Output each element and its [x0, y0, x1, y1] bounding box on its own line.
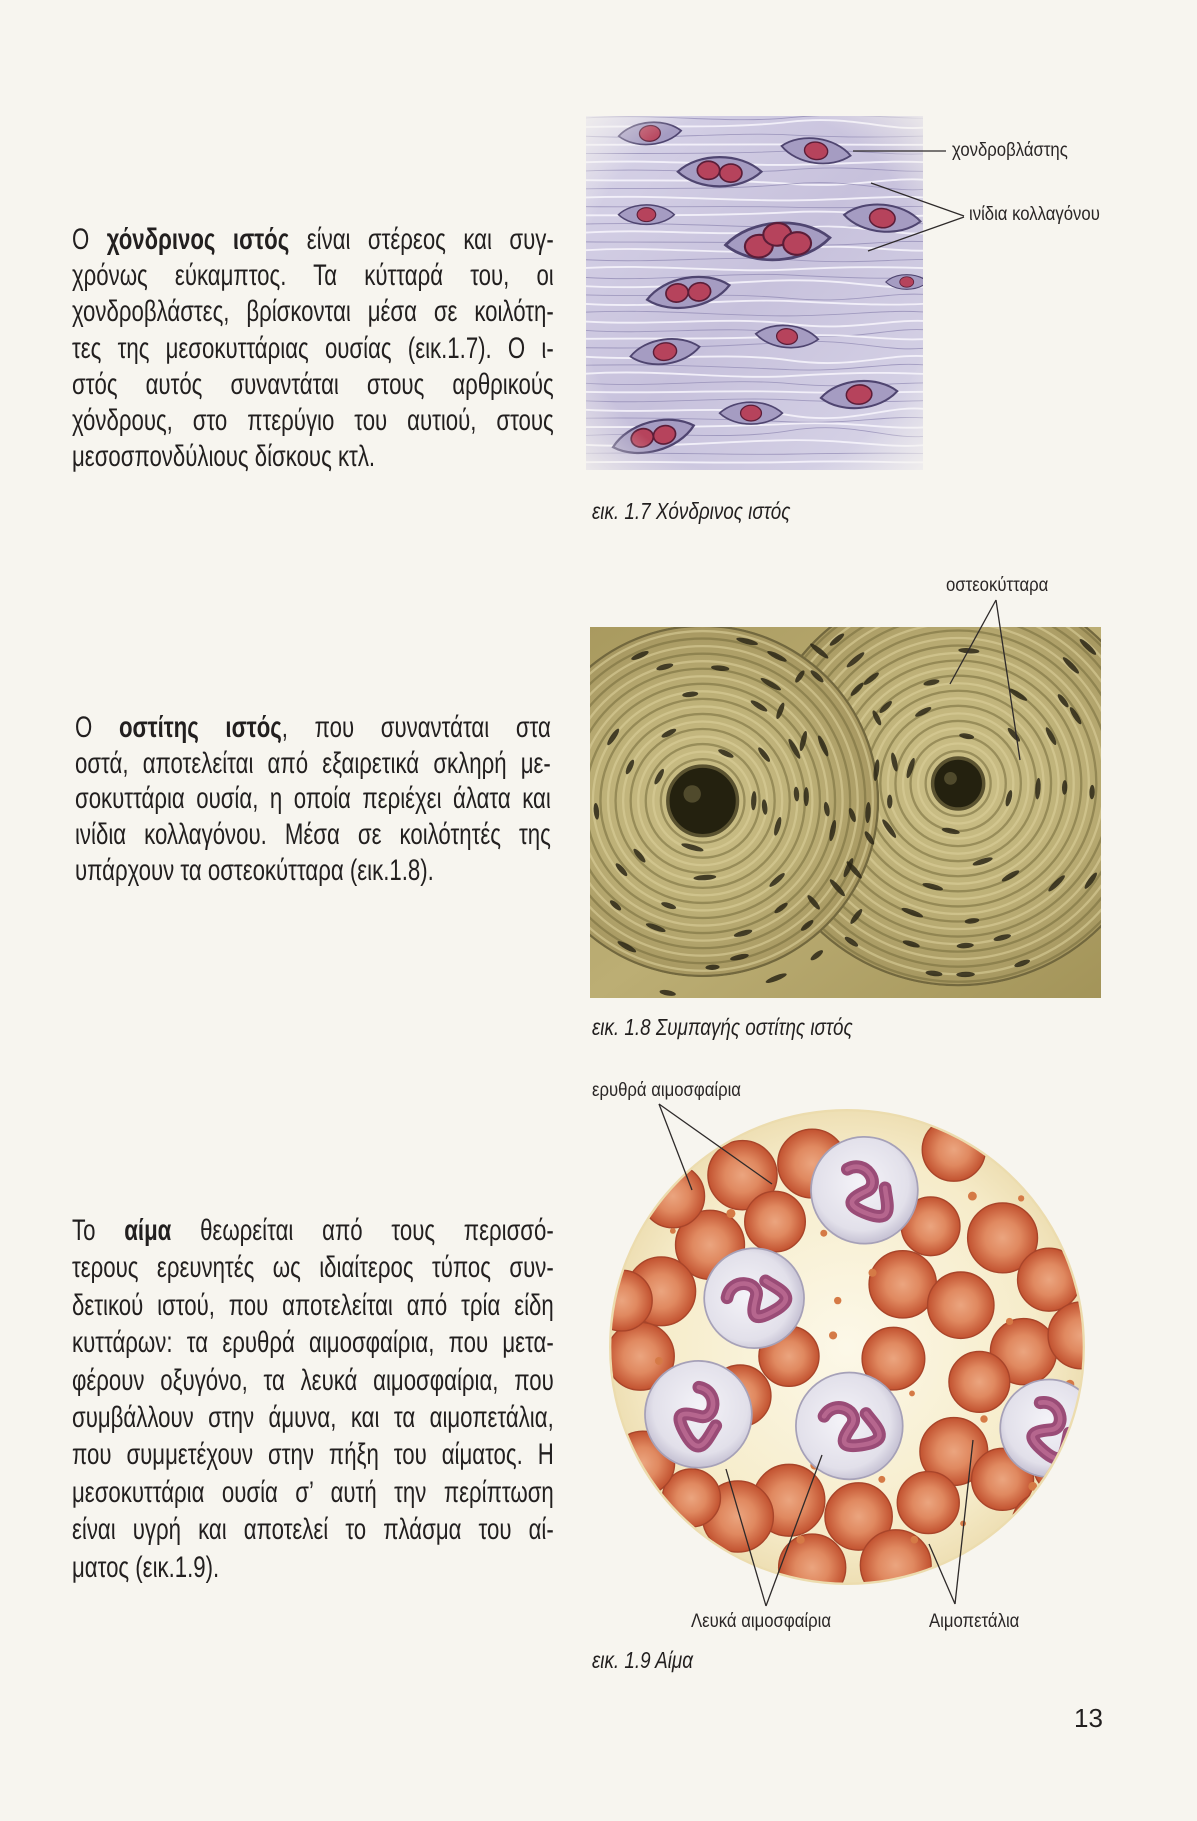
text-rest: είναι στέρεος και συγ- [289, 223, 554, 256]
platelet [980, 1415, 987, 1422]
text-line: οστά, αποτελείται από εξαιρετικά σκληρή με- [75, 746, 551, 780]
osteons [590, 627, 1101, 986]
platelet [670, 1228, 676, 1234]
cartilage-illustration [586, 116, 923, 470]
red-blood-cell [928, 1272, 994, 1338]
canal-highlight [944, 772, 957, 785]
label-red-blood-cells: ερυθρά αιμοσφαίρια [592, 1080, 741, 1101]
text-line: είναι υγρή και αποτελεί το πλάσμα του αί- [72, 1513, 554, 1547]
text-line: χρόνως εύκαμπτος. Τα κύτταρά του, οι [72, 259, 554, 293]
text-line: τες της μεσοκυττάριας ουσίας (εικ.1.7). Ο ι- [72, 331, 554, 365]
platelet [829, 1331, 837, 1339]
compact-bone-micrograph [590, 627, 1101, 998]
platelet [820, 1230, 827, 1237]
text-rest: , που συναντάται στα [281, 711, 551, 744]
platelet [1018, 1195, 1024, 1201]
figure-caption: εικ. 1.7 Χόνδρινος ιστός [592, 498, 791, 524]
blood-smear-illustration [609, 1109, 1085, 1585]
red-blood-cell [1012, 1493, 1072, 1553]
red-blood-cell [745, 1191, 806, 1252]
haversian-canal [668, 766, 738, 836]
red-blood-cell [897, 1472, 959, 1534]
text-line: δετικού ιστού, που αποτελείται από τρία είδη [72, 1288, 554, 1322]
platelet [868, 1269, 876, 1277]
label-osteocytes: οστεοκύτταρα [946, 575, 1049, 596]
text-line: κυττάρων: τα ερυθρά αιμοσφαίρια, που μετα- [72, 1326, 554, 1360]
text-line: μεσοσπονδύλιους δίσκους κτλ. [72, 440, 376, 474]
osteocyte [804, 787, 809, 806]
text-lead: Ο [72, 223, 107, 256]
red-blood-cell [1018, 1248, 1081, 1311]
red-blood-cell [641, 1164, 704, 1227]
text-line: φέρουν οξυγόνο, τα λευκά αιμοσφαίρια, που [72, 1363, 554, 1397]
text-line: χόνδρους, στο πτερύγιο του αυτιού, στους [72, 403, 554, 437]
canal-highlight [683, 785, 700, 802]
figure-caption: εικ. 1.9 Αίμα [592, 1647, 694, 1673]
text-line: τερους ερευνητές ως ιδιαίτερος τύπος συν- [72, 1251, 554, 1285]
platelet [1057, 1221, 1064, 1228]
platelet [878, 1476, 885, 1483]
cartilage-paragraph [72, 222, 554, 475]
red-blood-cell [869, 1251, 936, 1318]
osteocyte [887, 795, 892, 809]
platelet [796, 1536, 804, 1544]
bold-term: χόνδρινος ιστός [106, 223, 290, 256]
text-line: μεσοκυττάρια ουσία σ’ αυτή την περίπτωση [72, 1475, 554, 1509]
text-line: χονδροβλάστες, βρίσκονται μέσα σε κοιλότη- [72, 295, 554, 329]
haversian-canal [933, 758, 984, 809]
blood-paragraph [72, 1212, 554, 1586]
text-lead: Το [72, 1214, 125, 1247]
bone-paragraph [75, 710, 551, 888]
figure-caption: εικ. 1.8 Συμπαγής οστίτης ιστός [592, 1014, 853, 1040]
text-line [72, 1212, 554, 1249]
platelet [911, 1536, 919, 1544]
text-line: υπάρχουν τα οστεοκύτταρα (εικ.1.8). [75, 853, 434, 887]
bold-term: αίμα [124, 1214, 172, 1247]
text-line: ινίδια κολλαγόνου. Μέσα σε κοιλότητές της [75, 818, 551, 852]
bold-term: οστίτης ιστός [118, 711, 282, 744]
text-line: που συμμετέχουν στην πήξη του αίματος. Η [72, 1438, 554, 1472]
text-line: ματος (εικ.1.9). [72, 1550, 220, 1584]
label-white-blood-cells: Λευκά αιμοσφαίρια [691, 1611, 831, 1632]
text-line: συμβάλλουν στην άμυνα, και τα αιμοπετάλια, [72, 1400, 554, 1434]
platelet [909, 1391, 915, 1397]
platelet [655, 1357, 663, 1365]
platelet [726, 1209, 735, 1218]
label-platelets: Αιμοπετάλια [929, 1611, 1020, 1632]
text-line: στός αυτός συναντάται στους αρθρικούς [72, 367, 554, 401]
text-line [75, 710, 551, 746]
label-collagen-fibrils: ινίδια κολλαγόνου [969, 204, 1100, 225]
edge-fade [586, 116, 923, 470]
label-chondroblast: χονδροβλάστης [952, 140, 1068, 161]
text-lead: Ο [75, 711, 119, 744]
platelet [960, 1521, 966, 1527]
platelet [1006, 1318, 1013, 1325]
text-line: σοκυττάρια ουσία, η οποία περιέχει άλατα και [75, 782, 551, 816]
text-line [72, 222, 554, 258]
red-blood-cell [949, 1351, 1010, 1412]
page-number: 13 [1074, 1703, 1103, 1733]
text-rest: θεωρείται από τους περισσό- [171, 1214, 554, 1247]
platelet [834, 1297, 841, 1304]
platelet [968, 1192, 977, 1201]
